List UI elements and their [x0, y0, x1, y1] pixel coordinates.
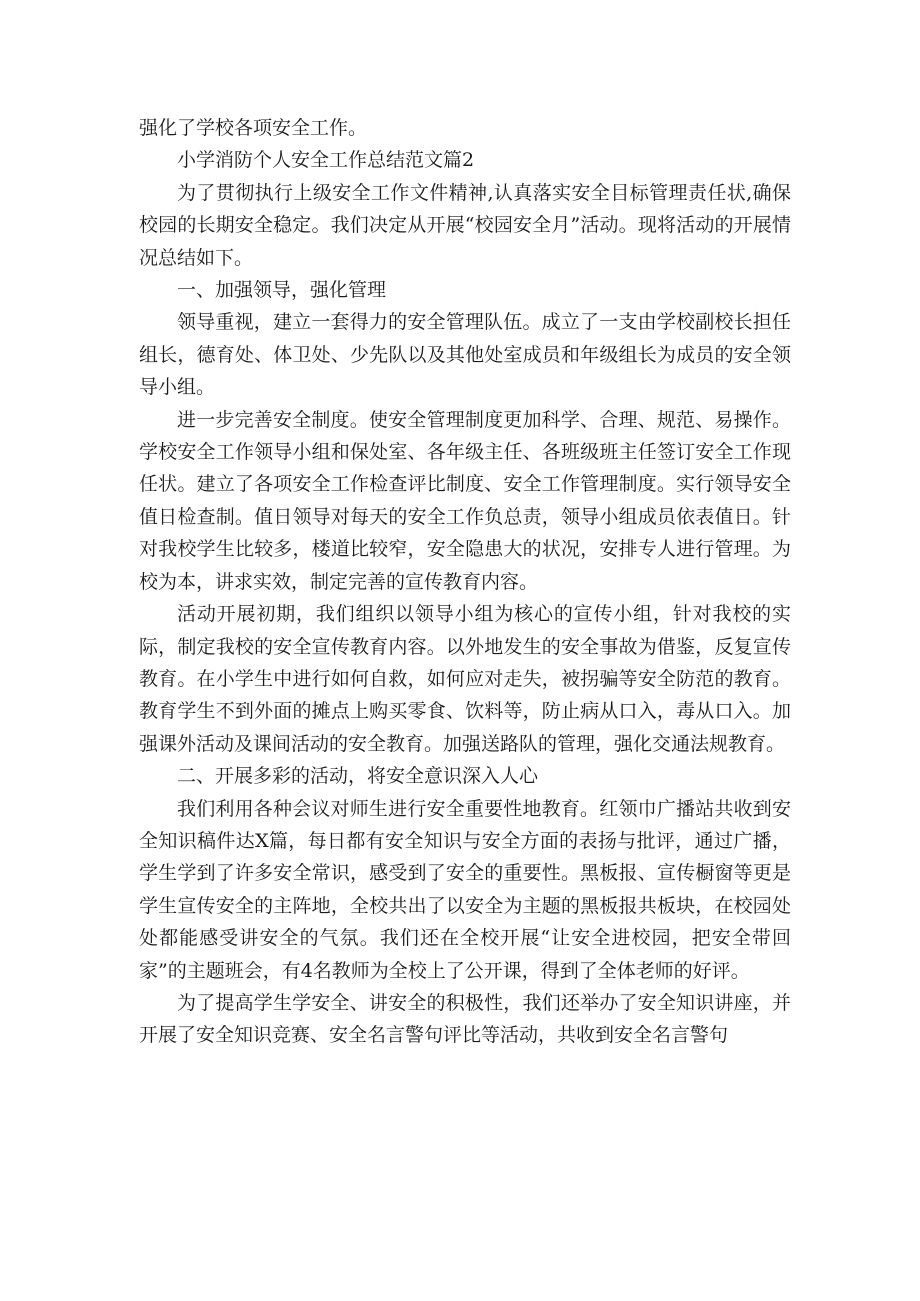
heading-2: 二、开展多彩的活动，将安全意识深入人心 [177, 765, 539, 788]
paragraph-activities: 活动开展初期，我们组织以领导小组为核心的宣传小组，针对我校的实际，制定我校的安全宣传教育内容。以外地发生的安全事故为借鉴，反复宣传教育。在小学生中进行如何自救，如何应对走失，被拐骗等安全防范的教育。教育学生不到外面的摊点上购买零食、饮料等，防止病从口入，毒从口入。加强课外活动及课间活动的安全教育。加强送路队的管理，强化交通法规教育。 [139, 603, 791, 755]
paragraph-intro: 为了贯彻执行上级安全工作文件精神,认真落实安全目标管理责任状,确保校园的长期安全稳定。我们决定从开展“校园安全月”活动。现将活动的开展情况总结如下。 [139, 181, 791, 269]
paragraph-education: 我们利用各种会议对师生进行安全重要性地教育。红领巾广播站共收到安全知识稿件达X篇，每日都有安全知识与安全方面的表扬与批评，通过广播，学生学到了许多安全常识，感受到了安全的重要性。黑板报、宣传橱窗等更是学生宣传安全的主阵地，全校共出了以安全为主题的黑板报共板块，在校园处处都能感受讲安全的气氛。我们还在全校开展“让安全进校园，把安全带回家”的主题班会，有4名教师为全校上了公开课，得到了全体老师的好评。 [139, 797, 791, 982]
heading-1: 一、加强领导，强化管理 [177, 279, 387, 302]
paragraph-lecture: 为了提高学生学安全、讲安全的积极性，我们还举办了安全知识讲座，并开展了安全知识竞赛、安全名言警句评比等活动，共收到安全名言警句 [139, 991, 791, 1047]
paragraph-leadership: 领导重视，建立一套得力的安全管理队伍。成立了一支由学校副校长担任组长，德育处、体卫处、少先队以及其他处室成员和年级组长为成员的安全领导小组。 [139, 311, 791, 399]
section-title: 小学消防个人安全工作总结范文篇2 [177, 149, 475, 172]
paragraph-system: 进一步完善安全制度。使安全管理制度更加科学、合理、规范、易操作。学校安全工作领导小组和保处室、各年级主任、各班级班主任签订安全工作现任状。建立了各项安全工作检查评比制度、安全工作管理制度。实行领导安全值日检查制。值日领导对每天的安全工作负总责，领导小组成员依表值日。针对我校学生比较多，楼道比较窄，安全隐患大的状况，安排专人进行管理。为校为本，讲求实效，制定完善的宣传教育内容。 [139, 408, 791, 593]
paragraph-1: 强化了学校各项安全工作。 [139, 117, 368, 139]
